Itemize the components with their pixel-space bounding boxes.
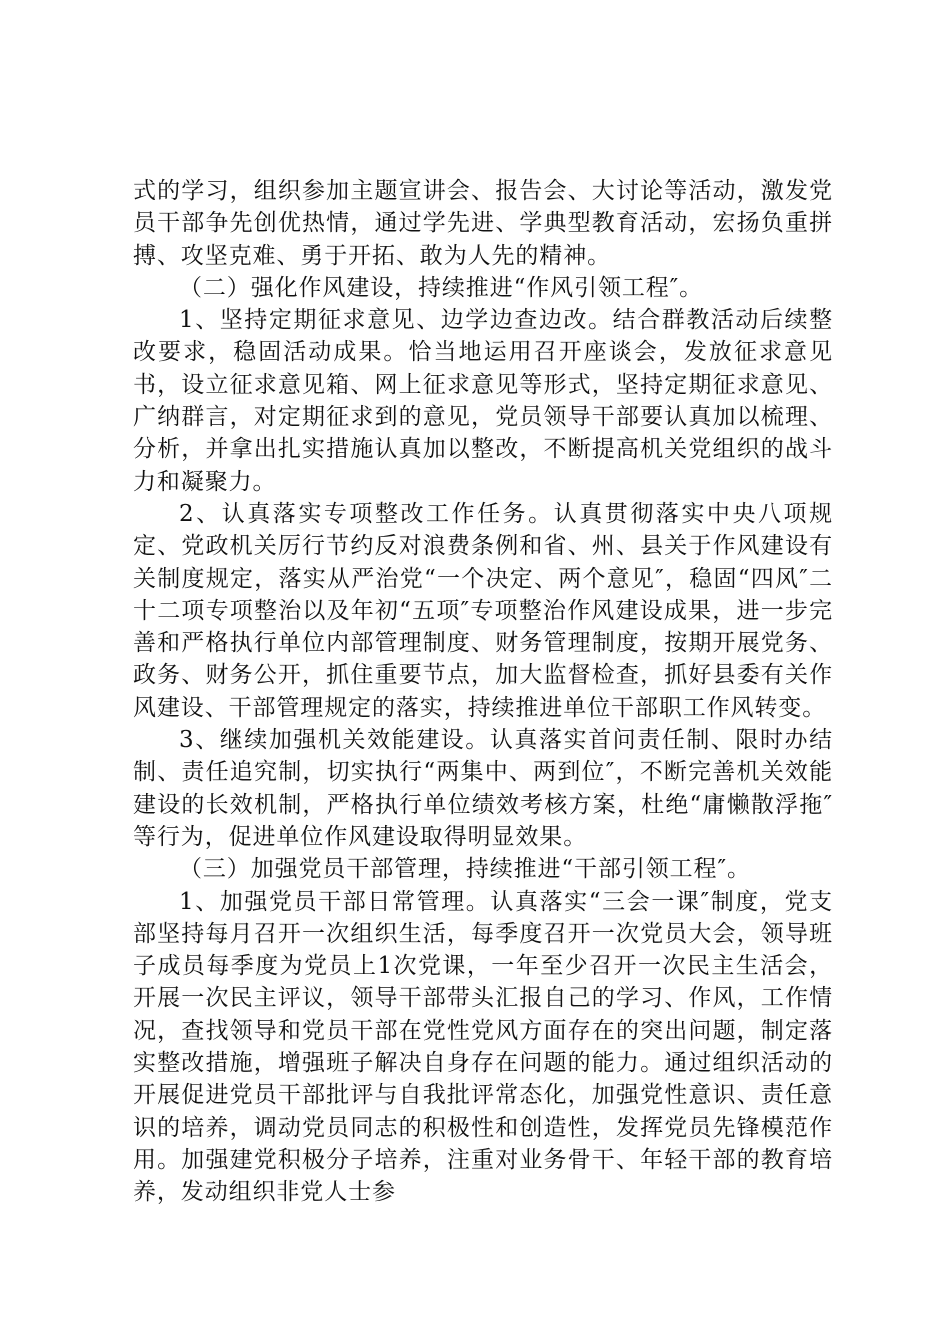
paragraph-cadre-management: 1、加强党员干部日常管理。认真落实“三会一课″制度，党支部坚持每月召开一次组织生活，每季度召开一次党员大会，领导班子成员每季度为党员上1次党课，一年至少召开一次民主生活会，开展一次民主评议，领导干部带头汇报自己的学习、作风，工作情况，查找领导和党员干部在党性党风方面存在的突出问题，制定落实整改措施，增强班子解决自身存在问题的能力。通过组织活动的开展促进党员干部批评与自我批评常态化，加强党性意识、责任意识的培养，调动党员同志的积极性和创造性，发挥党员先锋模范作用。加强建党积极分子培养，注重对业务骨干、年轻干部的教育培养，发动组织非党人士参 xyxy=(133,888,833,1206)
paragraph-efficiency-building: 3、继续加强机关效能建设。认真落实首问责任制、限时办结制、责任追究制，切实执行“两集中、两到位″，不断完善机关效能建设的长效机制，严格执行单位绩效考核方案，杜绝“庸懒散浮拖″等行为，促进单位作风建设取得明显效果。 xyxy=(133,727,833,850)
paragraph-rectification-tasks: 2、认真落实专项整改工作任务。认真贯彻落实中央八项规定、党政机关厉行节约反对浪费条例和省、州、县关于作风建设有关制度规定，落实从严治党“一个决定、两个意见″，稳固“四风″二十二项专项整治以及年初“五项″专项整治作风建设成果，进一步完善和严格执行单位内部管理制度、财务管理制度，按期开展党务、政务、财务公开，抓住重要节点，加大监督检查，抓好县委有关作风建设、干部管理规定的落实，持续推进单位干部职工作风转变。 xyxy=(133,500,833,721)
paragraph-continuation: 式的学习，组织参加主题宣讲会、报告会、大讨论等活动，激发党员干部争先创优热情，通过学先进、学典型教育活动，宏扬负重拼搏、攻坚克难、勇于开拓、敢为人先的精神。 xyxy=(133,178,833,269)
section-heading-2: （二）强化作风建设，持续推进“作风引领工程″。 xyxy=(179,274,704,301)
section-heading-3: （三）加强党员干部管理，持续推进“干部引领工程″。 xyxy=(179,856,751,883)
paragraph-solicit-opinions: 1、坚持定期征求意见、边学边查边改。结合群教活动后续整改要求，稳固活动成果。恰当地运用召开座谈会，发放征求意见书，设立征求意见箱、网上征求意见等形式，坚持定期征求意见、广纳群言，对定期征求到的意见，党员领导干部要认真加以梳理、分析，并拿出扎实措施认真加以整改，不断提高机关党组织的战斗力和凝聚力。 xyxy=(133,307,833,495)
document-body xyxy=(133,175,833,1209)
